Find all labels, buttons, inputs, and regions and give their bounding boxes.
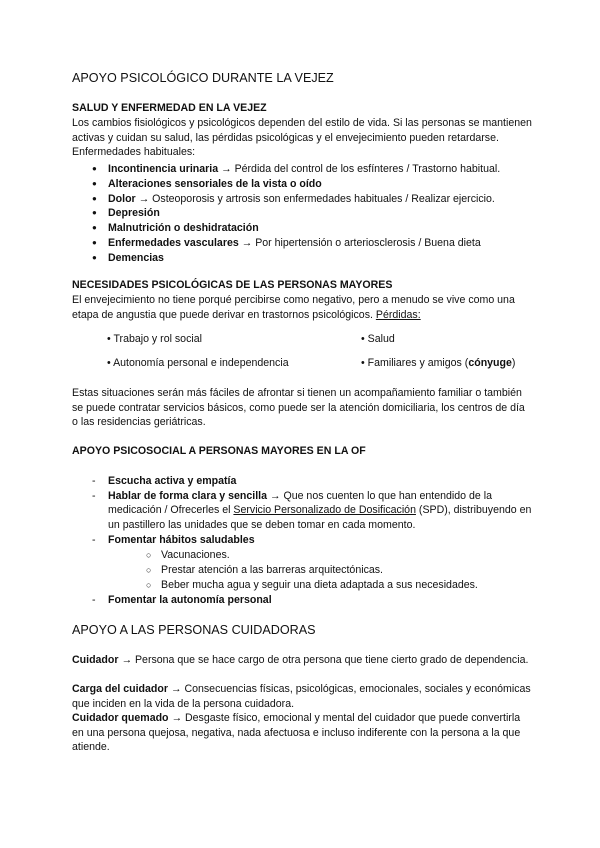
page-title: APOYO PSICOLÓGICO DURANTE LA VEJEZ [72,71,334,85]
loss-text: ) [511,357,516,369]
item-term: Enfermedades vasculares [108,236,239,249]
list-item [92,474,532,489]
list-item [92,593,532,608]
loss-item [361,356,515,371]
item-desc: → Por hipertensión o arteriosclerosis / Buena dieta [238,236,481,249]
section-intro-necesidades [72,293,532,322]
list-item [92,533,532,593]
item-term: Dolor [108,192,136,205]
definition-quemado [72,711,532,755]
definition-term: Carga del cuidador [72,683,168,695]
loss-item: • Salud [361,333,395,345]
spd-link[interactable]: Servicio Personalizado de Dosificación [233,504,416,517]
item-term: Escucha activa y empatía [108,475,237,487]
sub-list-item: ○ Beber mucha agua y seguir una dieta adaptada a sus necesidades. [146,578,532,593]
dash-marker: - [92,534,96,547]
apoyo-list [92,474,532,608]
item-term: Malnutrición o deshidratación [108,222,259,235]
definition-text: → Persona que se hace cargo de otra persona que tiene cierto grado de dependencia. [118,654,529,666]
section-heading-salud: SALUD Y ENFERMEDAD EN LA VEJEZ [72,102,267,114]
list-item [92,489,532,533]
item-term: Fomentar la autonomía personal [108,593,272,606]
list-item [92,236,537,251]
definition-text: → Desgaste físico, emocional y mental del cuidador que puede convertirla en una persona quejosa, negativa, nada afectuosa e incluso indiferente con la persona a la que atiende. [72,712,521,754]
losses-label: Pérdidas: [375,308,421,321]
list-item [92,206,537,221]
item-desc: → Que nos cuenten lo que han entendido de la medicación / Ofrecerles el [108,489,492,517]
item-term: Demencias [108,251,164,264]
loss-text: • Familiares y amigos ( [361,357,469,369]
list-item [92,192,537,207]
section-heading-necesidades: NECESIDADES PSICOLÓGICAS DE LAS PERSONAS MAYORES [72,279,393,291]
item-term: Incontinencia urinaria [108,163,219,175]
section-outro-necesidades: Estas situaciones serán más fáciles de afrontar si tienen un acompañamiento familiar o también se puede contratar servicios básicos, como puede ser la atención domiciliaria, los centros de día o las residencias geriátricas. [72,387,525,429]
sub-list-item: ○ Prestar atención a las barreras arquitectónicas. [146,563,532,578]
list-item [92,177,537,192]
item-term: Hablar de forma clara y sencilla [108,489,267,502]
loss-item: • Trabajo y rol social [107,333,202,345]
disease-list [92,162,537,266]
item-term: Alteraciones sensoriales de la vista o oído [108,177,322,190]
section-intro-salud: Los cambios fisiológicos y psicológicos dependen del estilo de vida. Si las personas se mantienen activas y cuidan su salud, las pérdidas psicológicas y el envejecimiento pueden retardarse. Enfermedades habituales: [72,117,532,159]
definition-text: → Consecuencias físicas, psicológicas, emocionales, sociales y económicas que inciden en la vida de la persona cuidadora. [72,683,531,710]
section-heading-cuidadoras: APOYO A LAS PERSONAS CUIDADORAS [72,623,316,637]
intro-text: El envejecimiento no tiene porqué percibirse como negativo, pero a menudo se vive como una etapa de angustia que puede derivar en trastornos psicológicos. [72,294,515,321]
definition-term: Cuidador [72,654,119,666]
loss-item: • Autonomía personal e independencia [107,357,289,369]
list-item [92,251,537,266]
sub-list [108,548,532,593]
dash-marker: - [92,475,96,487]
item-term: Fomentar hábitos saludables [108,534,255,547]
item-desc: → Pérdida del control de los esfínteres / Trastorno habitual. [218,163,501,175]
sub-list-item: ○ Vacunaciones. [146,548,532,563]
item-term: Depresión [108,207,160,220]
dash-marker: - [92,489,96,502]
item-desc: → Osteoporosis y artrosis son enfermedades habituales / Realizar ejercicio. [135,192,495,205]
dash-marker: - [92,593,96,606]
section-heading-apoyo-psicosocial: APOYO PSICOSOCIAL A PERSONAS MAYORES EN LA OF [72,445,366,457]
list-item [92,162,537,177]
definition-term: Cuidador quemado [72,712,169,724]
definition-carga [72,682,532,711]
list-item [92,221,537,236]
definition-cuidador [72,653,532,668]
loss-emphasis: cónyuge [468,357,512,369]
item-desc: (SPD), distribuyendo en un pastillero las unidades que se deben tomar en cada momento. [108,504,532,531]
